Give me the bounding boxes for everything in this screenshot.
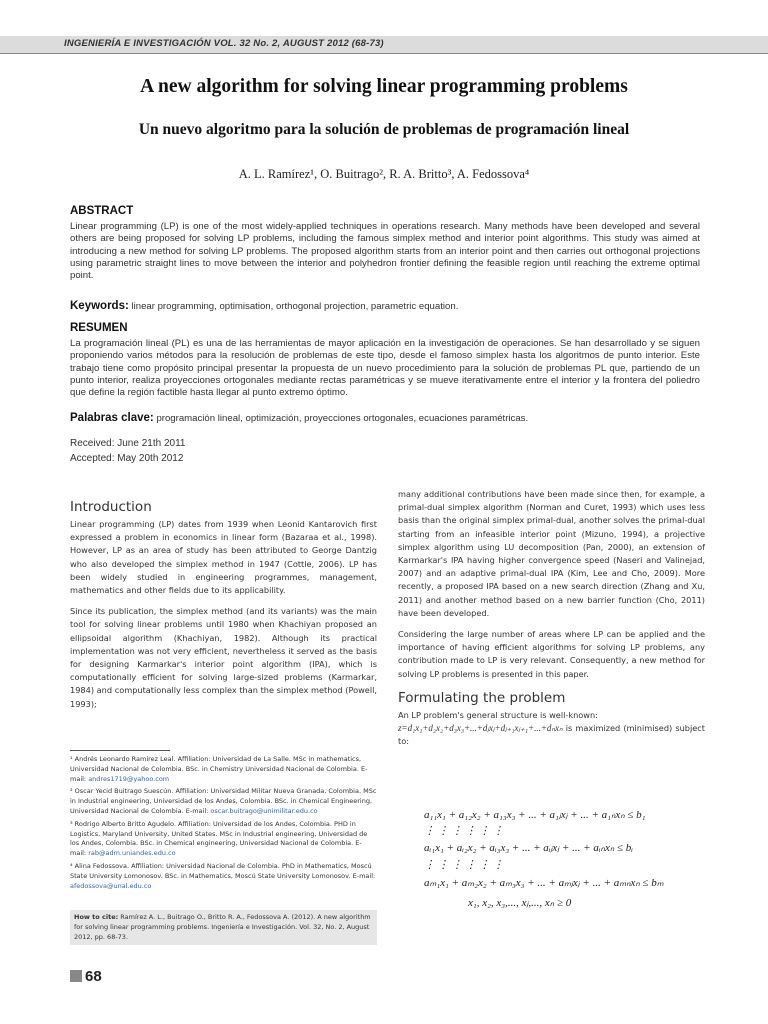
- palabras-text: programación lineal, optimización, proyecciones ortogonales, ecuaciones paramétricas.: [156, 413, 529, 424]
- footnote-1-text: ¹ Andrés Leonardo Ramírez Leal. Affiliation: Universidad de La Salle. MSc in mathematics, Universidad Nacional de Colombia. BSc. in Chemistry Universidad Nacional de Colombia. E-mail:: [70, 755, 368, 783]
- footnotes: [70, 755, 377, 894]
- footnote-2-email[interactable]: oscar.buitrago@unimilitar.edu.co: [210, 806, 318, 815]
- constraint-row-m: aₘ₁x₁ + aₘ₂x₂ + aₘ₃x₃ + ... + aₘⱼxⱼ + ... + aₘₙxₙ ≤ bₘ: [424, 877, 664, 889]
- accepted-date: Accepted: May 20th 2012: [70, 453, 184, 464]
- footnote-3-text: ³ Rodrigo Alberto Britto Agudelo. Affiliation: Universidad de los Andes, Colombia. PHD in Logistics, Maryland University, United States. MSc in Industrial engineering, Universidad de los Andes, Colombia. BSc. in Chemical engineering, Universidad Nacional de Colombia. E-mail:: [70, 819, 368, 858]
- footnote-1-email[interactable]: andres1719@yahoo.com: [88, 774, 170, 783]
- keywords: [70, 300, 710, 312]
- intro-p2: Since its publication, the simplex method (and its variants) was the main tool for solving linear problems until 1980 when Khachiyan proposed an ellipsoidal algorithm (Khachiyan, 1982). Although its practical implementation was not very efficient, nevertheless it served as the basis for designing Karmarkar's interior point algorithm (IPA), which is computationally efficient for solving large-sized problems (Karmarkar, 1984) and computationally less complex than the simplex method (Powell, 1993);: [70, 606, 377, 709]
- resumen-heading: RESUMEN: [70, 322, 128, 334]
- formulating-heading: Formulating the problem: [398, 689, 566, 706]
- intro-p1: Linear programming (LP) dates from 1939 when Leonid Kantarovich first expressed a problem in economics in linear form (Bazaraa et al., 1998). However, LP as an area of study has been attributed to George Dantzig who also developed the simplex method in 1947 (Cottle, 2006). LP has been widely studied in engineering programmes, management, mathematics and other fields due to its applicability.: [70, 519, 377, 596]
- paper-subtitle: Un nuevo algoritmo para la solución de problemas de programación lineal: [138, 121, 630, 138]
- page-number-text: 68: [85, 968, 102, 985]
- footnote-4-email[interactable]: afedossova@unal.edu.co: [70, 881, 152, 890]
- constraint-dots-2: ⋮ ⋮ ⋮ ⋮ ⋮ ⋮: [424, 859, 504, 871]
- nonnegativity: x₁, x₂, x₃,..., xⱼ,..., xₙ ≥ 0: [468, 897, 572, 909]
- intro-heading: Introduction: [70, 499, 152, 515]
- header-rule: [0, 53, 768, 54]
- authors: A. L. Ramírez¹, O. Buitrago², R. A. Britto³, A. Fedossova⁴: [238, 167, 530, 181]
- footnote-2-text: ² Oscar Yecid Buitrago Suescún. Affiliation: Universidad Militar Nueva Granada, Colombia. MSc in Industrial engineering, Universidad de los Andes, Colombia. BSc. in Chemical Engineering, Universidad Nacional de Colombia. E-mail:: [70, 787, 377, 815]
- constraint-row-i: aᵢ₁x₁ + aᵢ₂x₂ + aᵢ₃x₃ + ... + aᵢⱼxⱼ + ... + aᵢₙxₙ ≤ bᵢ: [424, 842, 633, 854]
- palabras-label: Palabras clave:: [70, 412, 154, 424]
- abstract-heading: ABSTRACT: [70, 205, 134, 217]
- objective-line: [398, 722, 705, 748]
- cite-label: How to cite:: [74, 913, 119, 921]
- page-marker-square: [70, 970, 82, 982]
- intro-p3: many additional contributions have been made since then, for example, a primal-dual simplex algorithm (Norman and Curet, 1993) which uses less basis than the original simplex primal-dual, another solves the primal-dual starting from an infeasible interior point (Mizuno, 1994), a projective simplex algorithm using LU decomposition (Pan, 2000), an extension of Karmarkar's IPA having higher convergence speed (Naseri and Valinejad, 2007) and an adaptive primal-dual IPA (Kim, Lee and Cho, 2009). More recently, a proposed IPA based on a new search direction (Zhang and Xu, 2011) and another method based on a new barrier function (Cho, 2011) have been developed.: [398, 489, 705, 618]
- abstract-text: Linear programming (LP) is one of the most widely-applied techniques in operations research. Many methods have been developed and several others are being proposed for solving LP problems, including the famous simplex method and interior point algorithms. This study was aimed at introducing a new method for solving LP problems. The proposed algorithm starts from an interior point and then carries out orthogonal projections using parametric straight lines to move between the interior and polyhedron frontier defining the feasible region until reaching the extreme optimal point.: [70, 221, 700, 282]
- keywords-text: linear programming, optimisation, orthogonal projection, parametric equation.: [131, 301, 459, 312]
- keywords-label: Keywords:: [70, 300, 129, 312]
- formulating-p1: An LP problem's general structure is well-known:: [398, 709, 598, 720]
- dates: [70, 436, 185, 466]
- footnote-4-text: ⁴ Alina Fedossova. Affiliation: Universidad Nacional de Colombia. PhD in Mathematics, Moscú State University Lomonosov. BSc. in Mathematics, Moscú State University Lomonosov. E-mail:: [70, 861, 376, 880]
- left-column: [70, 498, 377, 719]
- constraint-dots-1: ⋮ ⋮ ⋮ ⋮ ⋮ ⋮: [424, 825, 504, 837]
- intro-p4: Considering the large number of areas where LP can be applied and the importance of having efficient algorithms for solving LP problems, any contribution made to LP is very relevant. Consequently, a new method for solving LP problems is presented in this paper.: [398, 629, 705, 679]
- footnote-rule: [70, 750, 170, 751]
- palabras-clave: [70, 412, 710, 424]
- footnote-3: [70, 820, 377, 859]
- resumen-text: La programación lineal (PL) es una de las herramientas de mayor aplicación en la investigación de operaciones. Se han desarrollado y se siguen proponiendo varios métodos para la resolución de problemas de este tipo, desde el famoso simplex hasta los algoritmos de punto interior. Este trabajo tiene como propósito principal presentar la propuesta de un nuevo procedimiento para la solución de problemas PL que, partiendo de un punto interior, realiza proyecciones ortogonales mediante rectas paramétricas y se mueve iterativamente entre el interior y la frontera del poliedro que define la región factible hasta llegar al punto extremo óptimo.: [70, 338, 700, 399]
- right-column: [398, 488, 705, 748]
- page-number: [70, 968, 102, 985]
- paper-title: A new algorithm for solving linear programming problems: [140, 76, 628, 97]
- footnote-2: [70, 787, 377, 816]
- how-to-cite-box: [70, 910, 377, 945]
- formulating-p2: is maximized (minimised) subject to:: [398, 723, 705, 747]
- journal-header: INGENIERÍA E INVESTIGACIÓN VOL. 32 No. 2, AUGUST 2012 (68-73): [64, 38, 384, 49]
- objective-function: z=d₁x₁+d₂x₂+d₃x₃+...+dⱼxⱼ+dⱼ₊₁xⱼ₊₁+...+dₙxₙ: [398, 723, 563, 734]
- footnote-1: [70, 755, 377, 784]
- footnote-3-email[interactable]: rab@adm.uniandes.edu.co: [88, 849, 176, 858]
- cite-text: Ramírez A. L., Buitrago O., Britto R. A., Fedossova A. (2012). A new algorithm for solving linear programming problems. Ingeniería e Investigación. Vol. 32, No. 2, August 2012, pp. 68-73.: [74, 913, 371, 941]
- footnote-4: [70, 862, 377, 891]
- received-date: Received: June 21th 2011: [70, 438, 186, 449]
- constraint-row-1: a₁₁x₁ + a₁₂x₂ + a₁₃x₃ + ... + a₁ⱼxⱼ + ... + a₁ₙxₙ ≤ b₁: [424, 809, 646, 821]
